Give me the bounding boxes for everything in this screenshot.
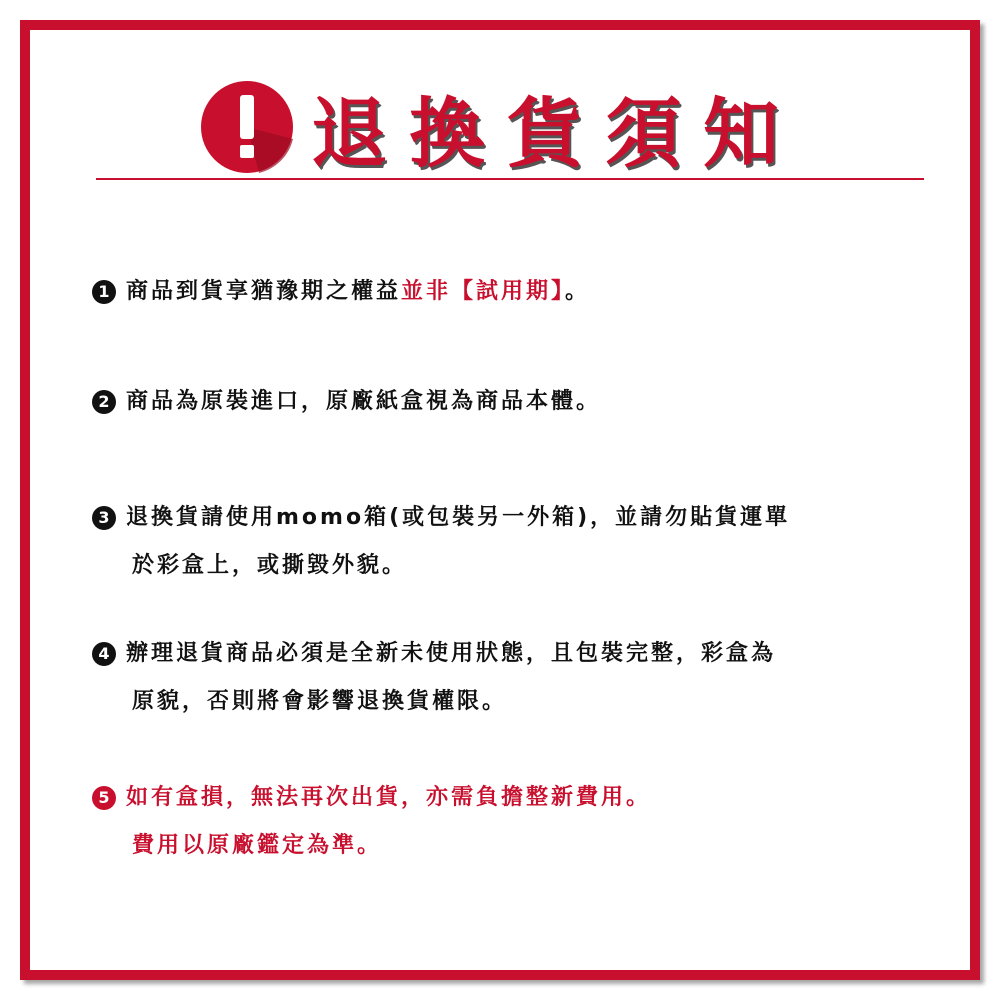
note-3-line-2: 於彩盒上，或撕毀外貌。 — [132, 553, 408, 578]
note-number-5: 5 — [92, 786, 116, 810]
note-5-line-1: 如有盒損，無法再次出貨，亦需負擔整新費用。 — [126, 785, 652, 810]
note-2 — [92, 378, 932, 426]
note-2-text: 商品為原裝進口，原廠紙盒視為商品本體。 — [126, 389, 602, 414]
title-row — [30, 72, 970, 182]
exclamation-icon — [199, 79, 295, 175]
note-4-line-2: 原貌，否則將會影響退換貨權限。 — [132, 689, 508, 714]
note-1-text: 商品到貨享猶豫期之權益 — [126, 279, 402, 304]
note-1-end: 。 — [565, 279, 591, 304]
note-4-line-1: 辦理退貨商品必須是全新未使用狀態，且包裝完整，彩盒為 — [126, 641, 777, 666]
page-title: 退換貨須知 — [311, 88, 801, 178]
note-4 — [92, 630, 932, 726]
note-number-1: 1 — [92, 280, 116, 304]
note-5-line-2: 費用以原廠鑑定為準。 — [132, 833, 383, 858]
note-number-2: 2 — [92, 390, 116, 414]
note-number-4: 4 — [92, 642, 116, 666]
title-divider — [96, 178, 924, 180]
note-3 — [92, 494, 932, 590]
notice-frame — [20, 20, 980, 980]
note-5 — [92, 774, 932, 870]
note-number-3: 3 — [92, 506, 116, 530]
note-1 — [92, 268, 932, 316]
note-1-highlight: 並非【試用期】 — [401, 279, 566, 304]
note-3-line-1: 退換貨請使用momo箱(或包裝另一外箱)，並請勿貼貨運單 — [126, 505, 791, 530]
